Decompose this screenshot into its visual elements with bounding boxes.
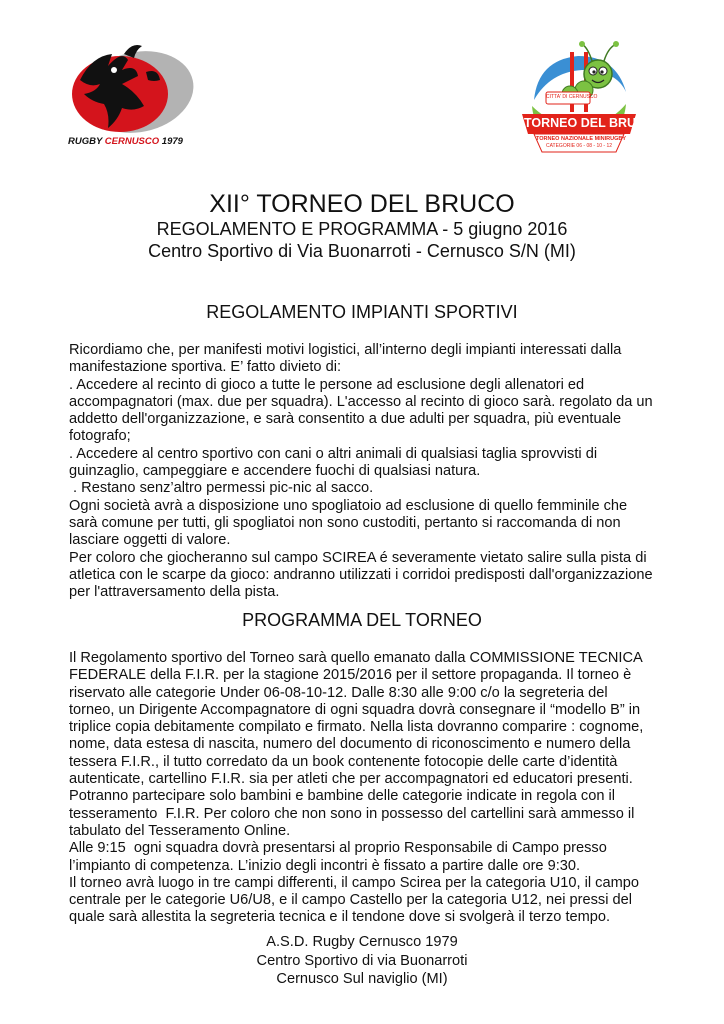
paragraph-line: tessera F.I.R., il tutto corredato da un book contenente fotocopie delle carte d’identità [69, 753, 618, 770]
caption-highlight: CERNUSCO [104, 136, 160, 147]
paragraph-line: autenticate, cartellino F.I.R. sia per atleti che per accompagnatori ed educatori presenti. [69, 771, 633, 788]
paragraph-line: guinzaglio, campeggiare e accendere fuochi di qualsiasi natura. [69, 463, 481, 480]
rooster-emblem-icon [62, 36, 202, 136]
document-header [0, 190, 724, 262]
logo-main-label: TORNEO DEL BRUCO [524, 116, 655, 130]
paragraph-line: tabulato del Tesseramento Online. [69, 822, 291, 839]
footer-address: Centro Sportivo di via Buonarroti [256, 952, 468, 969]
paragraph-line: l’impianto di competenza. L’inizio degli incontri è fissato a partire dalle ore 9:30. [69, 857, 581, 874]
rugby-cernusco-logo [62, 36, 202, 154]
logo-city-label: CITTA' DI CERNUSCO [546, 94, 598, 100]
paragraph-line: . Accedere al recinto di gioco a tutte le persone ad esclusione degli allenatori ed [69, 376, 585, 393]
document-footer [0, 933, 724, 989]
caption-year: 1979 [161, 136, 183, 147]
paragraph-line: centrale per le categorie U6/U8, e il campo Castello per la categoria U12, nei pressi del [69, 892, 632, 909]
paragraph-line: accompagnatori (max. due per squadra). L'accesso al recinto di gioco sarà. regolato da un [69, 393, 653, 410]
paragraph-line: torneo, un Dirigente Accompagnatore di ogni squadra dovrà consegnare il “modello B” in [69, 701, 641, 718]
paragraph-line: Ricordiamo che, per manifesti motivi logistici, all’interno degli impianti interessati dalla [69, 342, 622, 358]
paragraph-line: FEDERALE della F.I.R. per la stagione 2015/2016 per il settore propaganda. Il torneo è [69, 667, 632, 684]
paragraph-line: Ogni società avrà a disposizione uno spogliatoio ad esclusione di quello femminile che [69, 497, 628, 514]
paragraph-line: nome, data estesa di nascita, numero del documento di riconoscimento e numero della [69, 736, 631, 753]
torneo-del-bruco-logo [512, 30, 655, 160]
section-heading-regolamento: REGOLAMENTO IMPIANTI SPORTIVI [206, 302, 518, 322]
section-body-programma [69, 650, 669, 927]
rugby-cernusco-caption [68, 136, 198, 147]
footer-organization: A.S.D. Rugby Cernusco 1979 [266, 934, 458, 950]
paragraph-line: tesseramento F.I.R. Per coloro che non sono in possesso del cartellini sarà ammesso il [69, 805, 635, 822]
document-title: XII° TORNEO DEL BRUCO [209, 190, 515, 218]
paragraph-line: riservato alle categorie Under 06-08-10-12. Dalle 8:30 alle 9:00 c/o la segreteria del [69, 684, 608, 701]
paragraph-line: . Restano senz’altro permessi pic-nic al sacco. [69, 480, 374, 497]
document-location: Centro Sportivo di Via Buonarroti - Cernusco S/N (MI) [148, 241, 576, 261]
paragraph-line: Alle 9:15 ogni squadra dovrà presentarsi al proprio Responsabile di Campo presso [69, 840, 607, 857]
paragraph-line: quale sarà allestita la segreteria tecnica e il tendone dove si svolgerà il terzo tempo. [69, 909, 611, 926]
paragraph-line: Per coloro che giocheranno sul campo SCIREA é severamente vietato salire sulla pista di [69, 549, 647, 566]
paragraph-line: . Accedere al centro sportivo con cani o altri animali di qualsiasi taglia sprovvisti di [69, 445, 598, 462]
logo-categories-label: CATEGORIE 06 - 08 - 10 - 12 [545, 143, 613, 149]
paragraph-line: Il Regolamento sportivo del Torneo sarà quello emanato dalla COMMISSIONE TECNICA [69, 650, 643, 666]
section-heading-programma: PROGRAMMA DEL TORNEO [242, 610, 482, 630]
paragraph-line: atletica con le scarpe da gioco: andranno utilizzati i corridoi predisposti dall'organizzazione [69, 566, 653, 583]
paragraph-line: fotografo; [69, 428, 131, 445]
document-subtitle: REGOLAMENTO E PROGRAMMA - 5 giugno 2016 [156, 219, 568, 239]
paragraph-line: per l'attraversamento della pista. [69, 584, 280, 601]
paragraph-line: lasciare oggetti di valore. [69, 532, 231, 549]
logo-sub-label: TORNEO NAZIONALE MINIRUGBY [536, 136, 627, 142]
footer-city: Cernusco Sul naviglio (MI) [276, 971, 448, 987]
paragraph-line: triplice copia debitamente compilato e firmato. Nella lista dovranno comparire : cognome, [69, 719, 644, 736]
paragraph-line: addetto dell'organizzazione, e sarà consentito a due adulti per squadra, più eventuale [69, 411, 622, 428]
paragraph-line: sarà comune per tutti, gli spogliatoi non sono custoditi, pertanto si raccomanda di non [69, 514, 621, 531]
paragraph-line: Potranno partecipare solo bambini e bambine delle categorie indicate in regola con il [69, 788, 615, 805]
paragraph-line: Il torneo avrà luogo in tre campi differenti, il campo Scirea per la categoria U10, il campo [69, 874, 639, 891]
caption-prefix: RUGBY [68, 136, 103, 147]
section-body-regolamento [69, 342, 669, 601]
paragraph-line: manifestazione sportiva. E’ fatto divieto di: [69, 359, 342, 376]
